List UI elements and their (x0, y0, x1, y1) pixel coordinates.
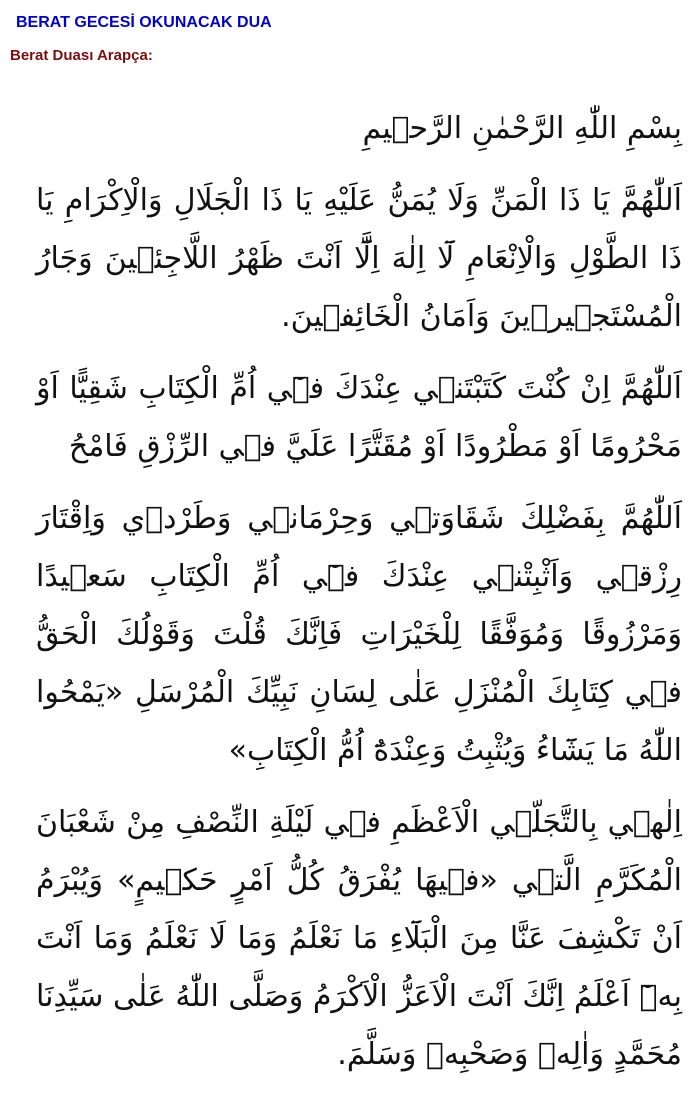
prayer-paragraph-basmala: بِسْمِ اللّٰهِ الرَّحْمٰنِ الرَّح۪يمِ (362, 111, 682, 146)
prayer-paragraph: اِلٰه۪ي بِالتَّجَلّ۪ي الْاَعْظَمِ ف۪ي لَيْلَةِ النِّصْفِ مِنْ شَعْبَانَ الْمُكَرَّمِ الَّت۪ي «ف۪يهَا يُفْرَقُ كُلُّ اَمْرٍ حَك۪يمٍ» وَيُبْرَمُ اَنْ تَكْشِفَ عَنَّا مِنَ الْبَلَٓاءِ مَا نَعْلَمُ وَمَا لَا نَعْلَمُ وَمَا اَنْتَ بِه۪ٓ اَعْلَمُ اِنَّكَ اَنْتَ الْاَعَزُّ الْاَكْرَمُ وَصَلَّى اللّٰهُ عَلٰى سَيِّدِنَا مُحَمَّدٍ وَاٰلِه۪ وَصَحْبِه۪ وَسَلَّمَ. (36, 805, 682, 1072)
section-subtitle: Berat Duası Arapça: (10, 47, 153, 64)
prayer-paragraph: اَللّٰهُمَّ بِفَضْلِكَ شَقَاوَت۪ي وَحِرْمَان۪ي وَطَرْد۪ي وَاِقْتَارَ رِزْق۪ي وَاَثْبِتْن۪ي عِنْدَكَ ف۪ٓي اُمِّ الْكِتَابِ سَع۪يدًا وَمَرْزُوقًا وَمُوَفَّقًا لِلْخَيْرَاتِ فَاِنَّكَ قُلْتَ وَقَوْلُكَ الْحَقُّ ف۪ي كِتَابِكَ الْمُنْزَلِ عَلٰى لِسَانِ نَبِيِّكَ الْمُرْسَلِ «يَمْحُوا اللّٰهُ مَا يَشَٓاءُ وَيُثْبِتُ وَعِنْدَهُٓ اُمُّ الْكِتَابِ» (36, 501, 682, 768)
prayer-paragraph: اَللّٰهُمَّ يَا ذَا الْمَنِّ وَلَا يُمَنُّ عَلَيْهِ يَا ذَا الْجَلَالِ وَالْاِكْرَامِ يَا ذَا الطَّوْلِ وَالْاِنْعَامِ لَٓا اِلٰهَ اِلَّٓا اَنْتَ ظَهْرُ اللَّاجِئ۪ينَ وَجَارُ الْمُسْتَج۪ير۪ينَ وَاَمَانُ الْخَائِف۪ينَ. (36, 183, 682, 334)
prayer-paragraph: اَللّٰهُمَّ اِنْ كُنْتَ كَتَبْتَن۪ي عِنْدَكَ ف۪ٓي اُمِّ الْكِتَابِ شَقِيًّا اَوْ مَحْرُومًا اَوْ مَطْرُودًا اَوْ مُقَتَّرًا عَلَيَّ ف۪ي الرِّزْقِ فَامْحُ (36, 371, 682, 464)
prayer-text (36, 100, 682, 1098)
page-title: BERAT GECESİ OKUNACAK DUA (16, 14, 272, 31)
